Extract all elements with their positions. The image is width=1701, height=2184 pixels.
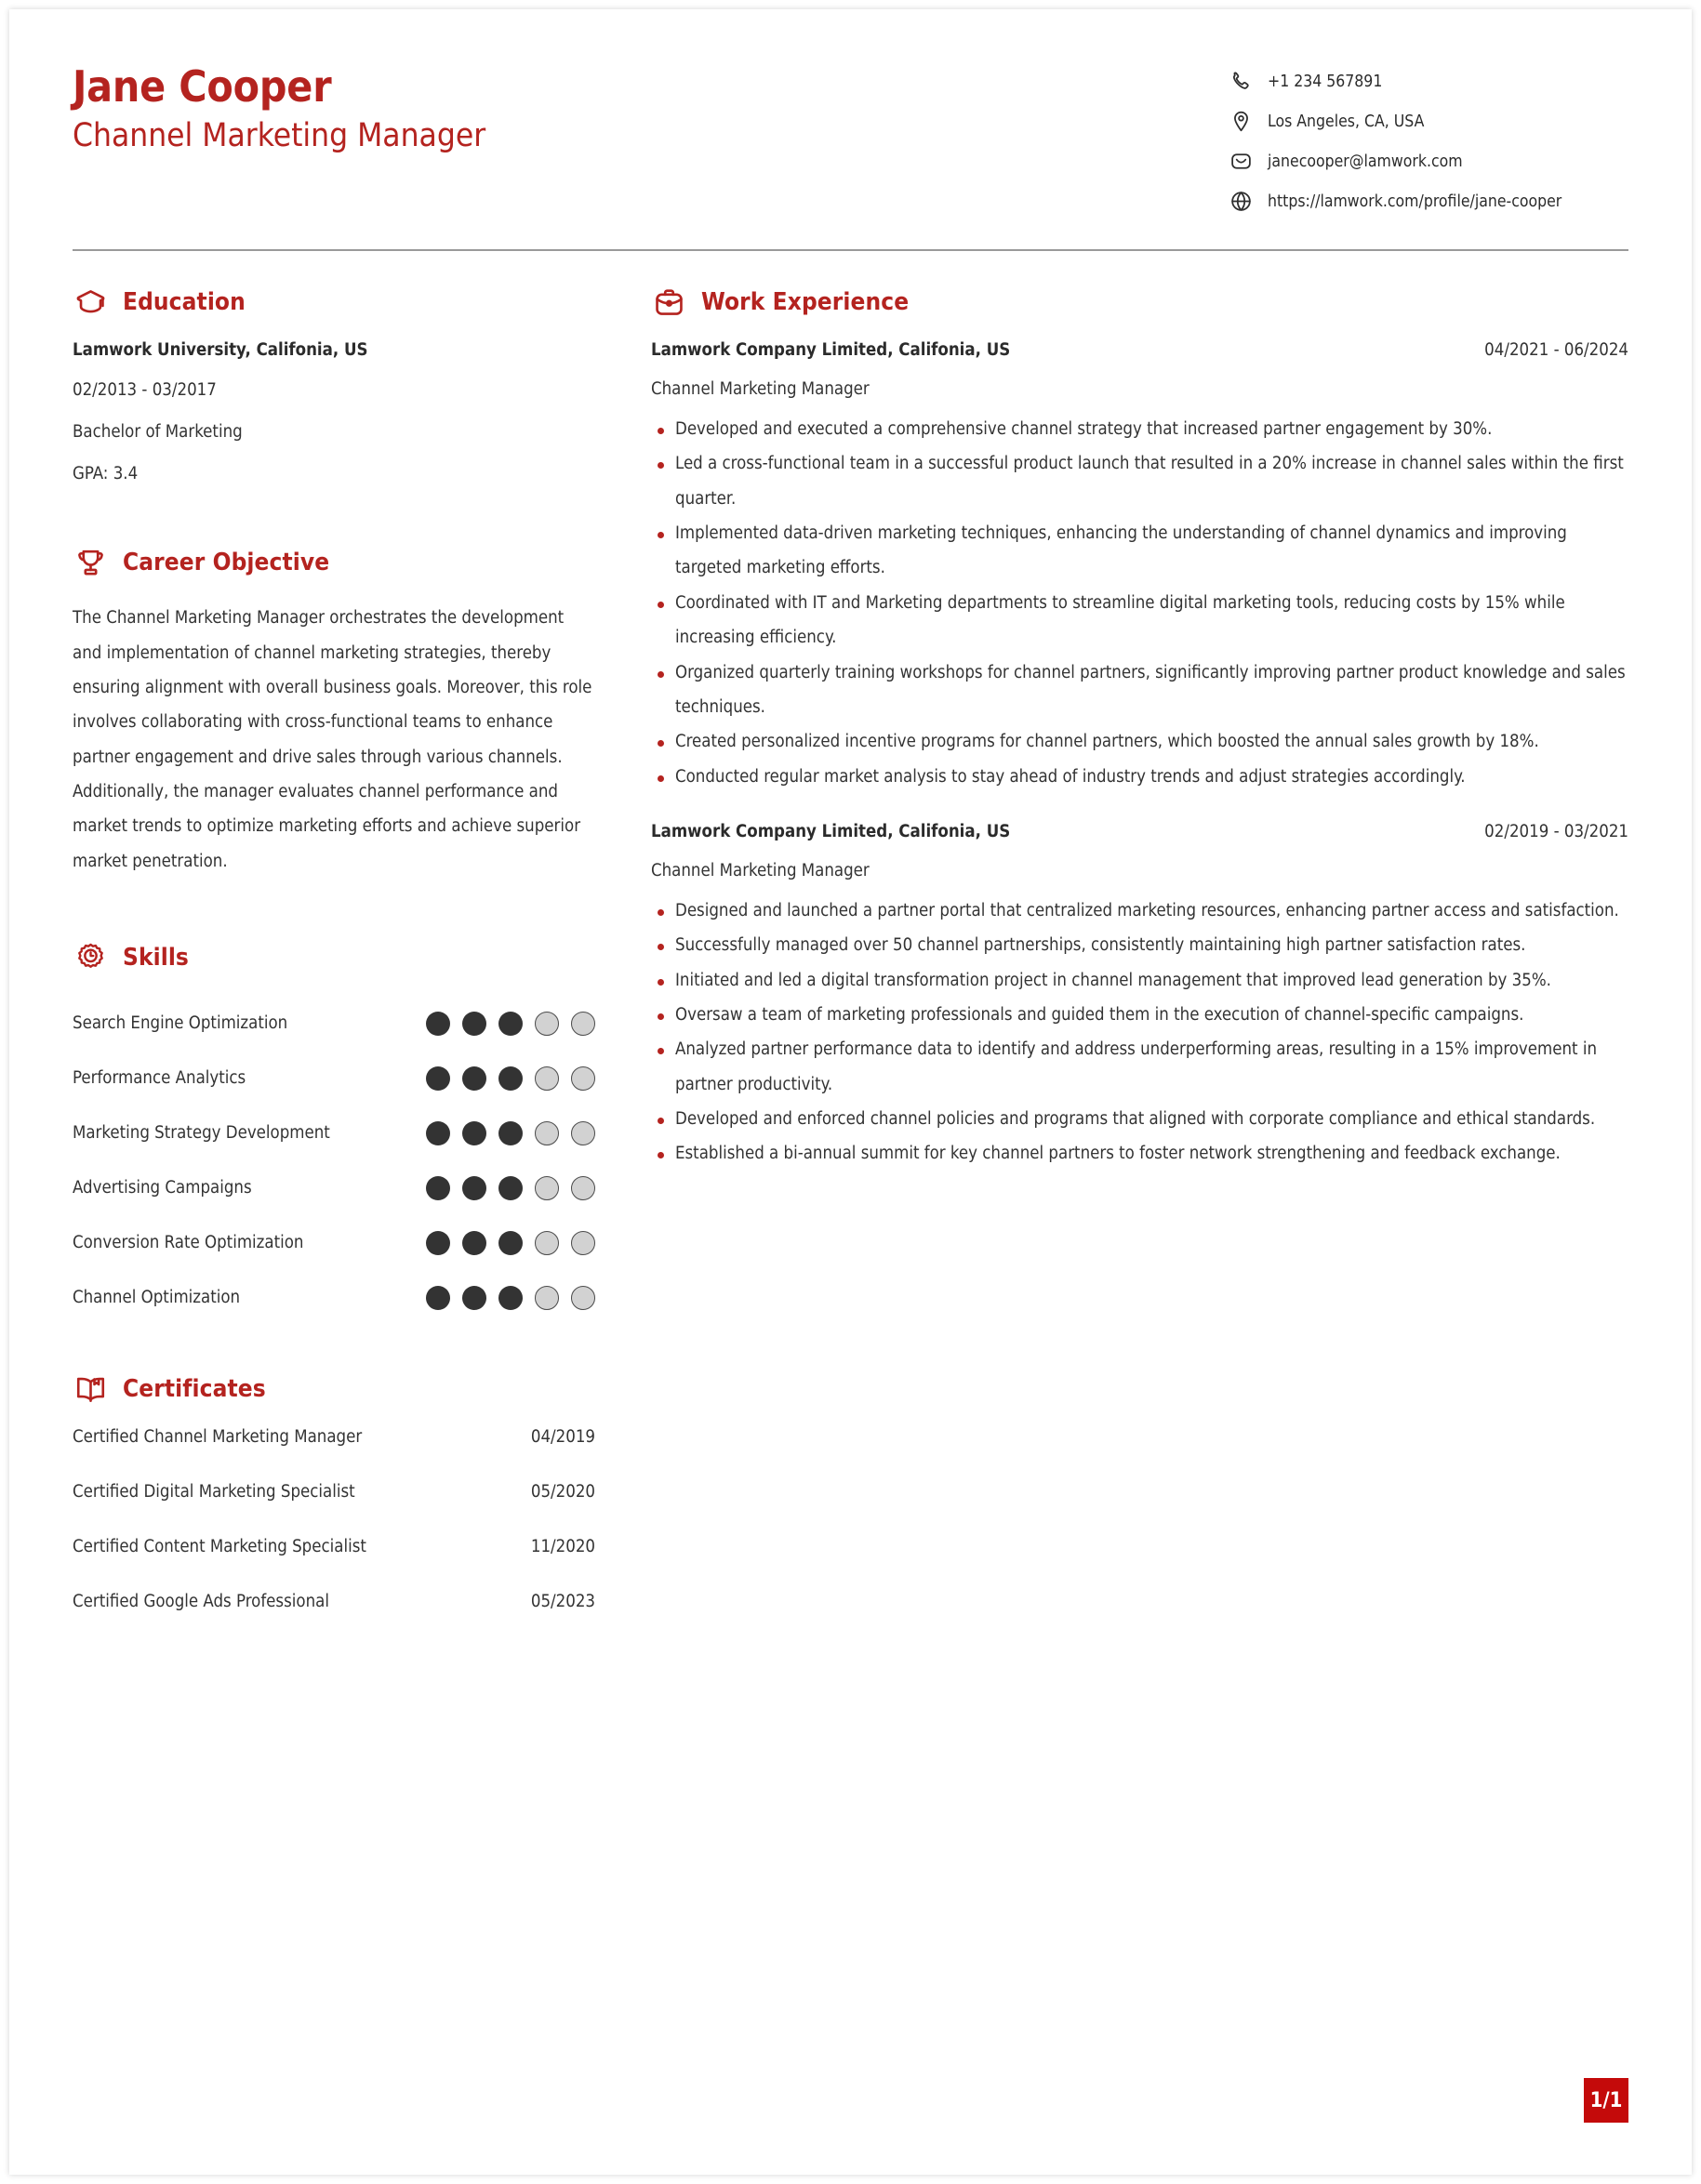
rating-dot-filled bbox=[462, 1176, 486, 1200]
education-dates: 02/2013 - 03/2017 bbox=[73, 380, 217, 400]
rating-dot-empty bbox=[535, 1286, 559, 1310]
rating-dot-filled bbox=[498, 1066, 523, 1091]
skill-label: Conversion Rate Optimization bbox=[73, 1233, 304, 1253]
certificate-name: Certified Content Marketing Specialist bbox=[73, 1537, 366, 1557]
certificate-row bbox=[73, 1482, 595, 1537]
section-career-objective bbox=[73, 545, 595, 879]
rating-dot-filled bbox=[498, 1286, 523, 1310]
job-bullet: Coordinated with IT and Marketing departments to streamline digital marketing tools, reducing costs by 15% while increasing efficiency. bbox=[651, 586, 1628, 655]
rating-dot-filled bbox=[498, 1231, 523, 1255]
skill-row bbox=[73, 1051, 595, 1105]
job-bullet: Analyzed partner performance data to identify and address underperforming areas, resulting in a 15% improvement in partner productivity. bbox=[651, 1032, 1628, 1102]
rating-dot-empty bbox=[535, 1066, 559, 1091]
rating-dot-filled bbox=[426, 1012, 450, 1036]
resume-header bbox=[73, 54, 1628, 245]
skill-rating bbox=[426, 1231, 595, 1255]
certificate-row bbox=[73, 1537, 595, 1592]
job-entry bbox=[651, 340, 1628, 794]
section-work-experience bbox=[651, 285, 1628, 1171]
skill-rating bbox=[426, 1121, 595, 1145]
contact-list bbox=[1229, 54, 1628, 221]
certificates-heading: Certificates bbox=[123, 1375, 266, 1404]
work-experience-heading-row bbox=[651, 285, 1628, 320]
skill-label: Marketing Strategy Development bbox=[73, 1123, 330, 1144]
rating-dot-filled bbox=[426, 1231, 450, 1255]
job-role: Channel Marketing Manager bbox=[651, 860, 870, 880]
skills-heading-row bbox=[73, 940, 595, 975]
skill-label: Advertising Campaigns bbox=[73, 1178, 252, 1198]
education-heading-row bbox=[73, 285, 595, 320]
rating-dot-filled bbox=[426, 1176, 450, 1200]
gear-clock-icon bbox=[73, 940, 108, 975]
career-objective-heading-row bbox=[73, 545, 595, 580]
contact-location-value: Los Angeles, CA, USA bbox=[1268, 112, 1425, 131]
job-entry bbox=[651, 822, 1628, 1171]
education-heading: Education bbox=[123, 288, 246, 316]
rating-dot-filled bbox=[462, 1012, 486, 1036]
rating-dot-filled bbox=[462, 1286, 486, 1310]
job-bullet: Initiated and led a digital transformation project in channel management that improved lead generation by 35%. bbox=[651, 963, 1628, 998]
skills-heading: Skills bbox=[123, 944, 189, 973]
skill-row bbox=[73, 1270, 595, 1325]
certificates-list bbox=[73, 1427, 595, 1647]
rating-dot-filled bbox=[462, 1121, 486, 1145]
rating-dot-filled bbox=[498, 1121, 523, 1145]
skill-rating bbox=[426, 1176, 595, 1200]
certificate-date: 05/2023 bbox=[530, 1592, 595, 1612]
section-education bbox=[73, 285, 595, 485]
rating-dot-empty bbox=[571, 1012, 595, 1036]
skill-rating bbox=[426, 1286, 595, 1310]
identity-block bbox=[73, 54, 485, 157]
skill-label: Channel Optimization bbox=[73, 1288, 241, 1308]
rating-dot-empty bbox=[571, 1121, 595, 1145]
rating-dot-filled bbox=[462, 1231, 486, 1255]
trophy-icon bbox=[73, 545, 108, 580]
job-dates: 04/2021 - 06/2024 bbox=[1484, 340, 1628, 360]
education-degree: Bachelor of Marketing bbox=[73, 422, 243, 443]
job-dates: 02/2019 - 03/2021 bbox=[1484, 821, 1628, 841]
contact-website[interactable] bbox=[1229, 181, 1628, 221]
skill-label: Search Engine Optimization bbox=[73, 1013, 288, 1034]
education-organization: Lamwork University, Califonia, US bbox=[73, 340, 368, 360]
certificate-name: Certified Digital Marketing Specialist bbox=[73, 1482, 355, 1502]
resume-body bbox=[73, 251, 1628, 1652]
job-bullet: Implemented data-driven marketing techniques, enhancing the understanding of channel dynamics and improving targeted marketing efforts. bbox=[651, 516, 1628, 586]
certificate-date: 05/2020 bbox=[530, 1482, 595, 1502]
work-experience-heading: Work Experience bbox=[701, 288, 910, 316]
candidate-name: Jane Cooper bbox=[73, 61, 332, 112]
contact-phone[interactable] bbox=[1229, 61, 1628, 101]
job-role: Channel Marketing Manager bbox=[651, 379, 870, 399]
rating-dot-empty bbox=[571, 1176, 595, 1200]
resume-sheet bbox=[9, 9, 1692, 2175]
education-gpa: GPA: 3.4 bbox=[73, 464, 139, 484]
job-bullet: Established a bi-annual summit for key channel partners to foster network strengthening and feedback exchange. bbox=[651, 1136, 1628, 1171]
certificate-row bbox=[73, 1427, 595, 1482]
skills-list bbox=[73, 996, 595, 1325]
certificate-name: Certified Channel Marketing Manager bbox=[73, 1427, 363, 1448]
page-indicator-badge: 1/1 bbox=[1584, 2078, 1628, 2123]
certificate-date: 04/2019 bbox=[530, 1427, 595, 1448]
phone-icon bbox=[1229, 70, 1253, 94]
rating-dot-filled bbox=[498, 1176, 523, 1200]
rating-dot-empty bbox=[535, 1231, 559, 1255]
globe-icon bbox=[1229, 190, 1253, 214]
job-organization: Lamwork Company Limited, Califonia, US bbox=[651, 821, 1011, 841]
contact-website-value: https://lamwork.com/profile/jane-cooper bbox=[1268, 192, 1562, 211]
skill-row bbox=[73, 1215, 595, 1270]
career-objective-heading: Career Objective bbox=[123, 549, 330, 577]
job-bullet: Successfully managed over 50 channel partnerships, consistently maintaining high partner satisfaction rates. bbox=[651, 928, 1628, 962]
skill-row bbox=[73, 1160, 595, 1215]
career-objective-body bbox=[73, 601, 595, 879]
graduation-cap-icon bbox=[73, 285, 108, 320]
skill-rating bbox=[426, 1066, 595, 1091]
job-header bbox=[651, 822, 1628, 841]
job-bullet-list bbox=[651, 893, 1628, 1171]
education-entry bbox=[73, 340, 595, 485]
rating-dot-empty bbox=[571, 1066, 595, 1091]
job-bullet-list bbox=[651, 412, 1628, 794]
job-bullet: Organized quarterly training workshops for channel partners, significantly improving partner product knowledge and sales techniques. bbox=[651, 655, 1628, 725]
contact-email[interactable] bbox=[1229, 141, 1628, 181]
certificate-date: 11/2020 bbox=[530, 1537, 595, 1557]
rating-dot-empty bbox=[571, 1231, 595, 1255]
rating-dot-empty bbox=[571, 1286, 595, 1310]
certificates-heading-row bbox=[73, 1371, 595, 1407]
skill-label: Performance Analytics bbox=[73, 1068, 246, 1089]
contact-email-value: janecooper@lamwork.com bbox=[1268, 152, 1463, 171]
skill-row bbox=[73, 1105, 595, 1160]
section-skills bbox=[73, 940, 595, 1325]
section-certificates bbox=[73, 1371, 595, 1647]
rating-dot-empty bbox=[535, 1121, 559, 1145]
job-header bbox=[651, 340, 1628, 360]
open-book-icon bbox=[73, 1371, 108, 1407]
briefcase-icon bbox=[651, 285, 686, 320]
rating-dot-empty bbox=[535, 1176, 559, 1200]
certificate-row bbox=[73, 1592, 595, 1647]
contact-location[interactable] bbox=[1229, 101, 1628, 141]
contact-phone-value: +1 234 567891 bbox=[1268, 72, 1383, 91]
certificate-name: Certified Google Ads Professional bbox=[73, 1592, 329, 1612]
rating-dot-filled bbox=[426, 1066, 450, 1091]
left-column bbox=[73, 285, 631, 1652]
rating-dot-filled bbox=[462, 1066, 486, 1091]
envelope-icon bbox=[1229, 150, 1253, 174]
career-objective-text: The Channel Marketing Manager orchestrates the development and implementation of channel marketing strategies, thereby ensuring alignment with overall business goals. Moreover, this role involves collaborating with cross-functional teams to enhance partner engagement and drive sales through various channels. Additionally, the manager evaluates channel performance and market trends to optimize marketing efforts and achieve superior market penetration. bbox=[73, 608, 592, 871]
job-bullet: Designed and launched a partner portal that centralized marketing resources, enhancing partner access and satisfaction. bbox=[651, 893, 1628, 928]
job-bullet: Developed and executed a comprehensive channel strategy that increased partner engagement by 30%. bbox=[651, 412, 1628, 446]
rating-dot-filled bbox=[426, 1286, 450, 1310]
location-pin-icon bbox=[1229, 110, 1253, 134]
job-bullet: Created personalized incentive programs for channel partners, which boosted the annual sales growth by 18%. bbox=[651, 724, 1628, 759]
job-bullet: Developed and enforced channel policies and programs that aligned with corporate compliance and ethical standards. bbox=[651, 1102, 1628, 1136]
rating-dot-filled bbox=[426, 1121, 450, 1145]
job-bullet: Conducted regular market analysis to stay ahead of industry trends and adjust strategies accordingly. bbox=[651, 760, 1628, 794]
skill-row bbox=[73, 996, 595, 1051]
right-column bbox=[631, 285, 1628, 1652]
rating-dot-filled bbox=[498, 1012, 523, 1036]
rating-dot-empty bbox=[535, 1012, 559, 1036]
skill-rating bbox=[426, 1012, 595, 1036]
job-bullet: Led a cross-functional team in a successful product launch that resulted in a 20% increase in channel sales within the first quarter. bbox=[651, 446, 1628, 516]
candidate-job-title: Channel Marketing Manager bbox=[73, 116, 486, 154]
job-organization: Lamwork Company Limited, Califonia, US bbox=[651, 340, 1011, 360]
job-bullet: Oversaw a team of marketing professionals and guided them in the execution of channel-specific campaigns. bbox=[651, 998, 1628, 1032]
